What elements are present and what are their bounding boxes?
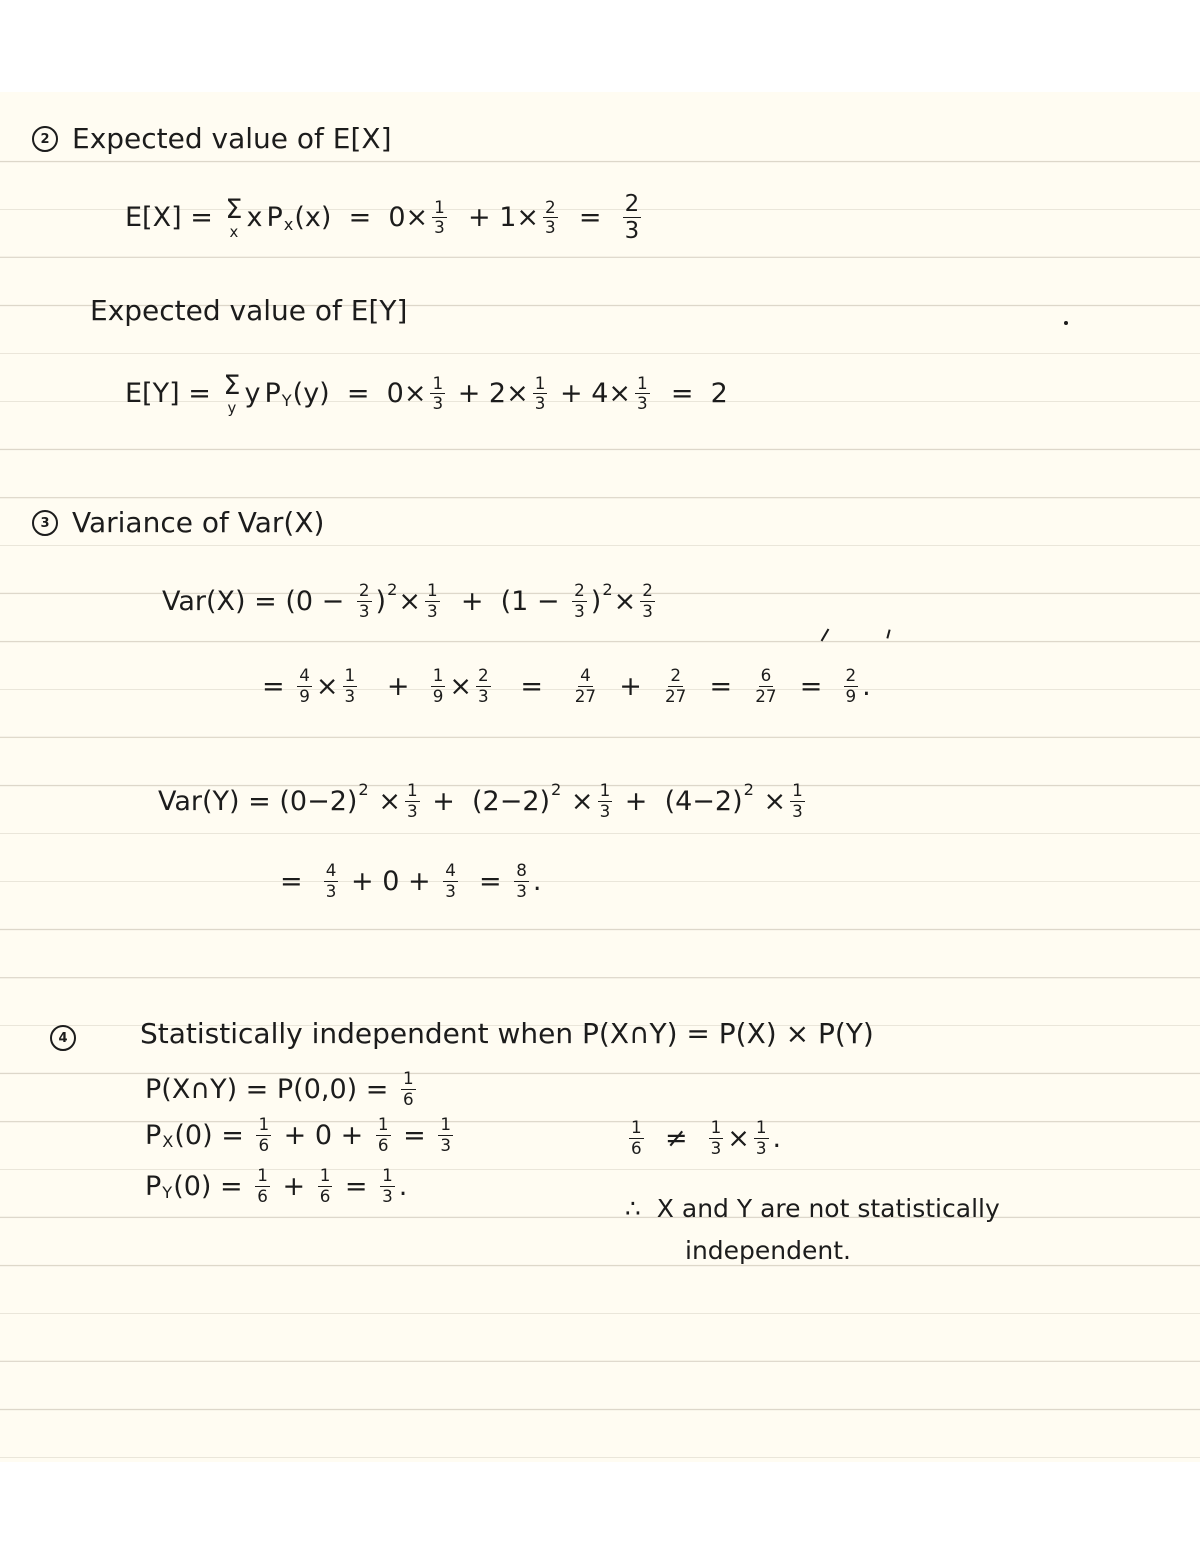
denominator: 6: [258, 1134, 270, 1155]
sum-operator: Σ y: [223, 370, 241, 417]
fraction: [598, 782, 613, 820]
denominator: 3: [382, 1185, 393, 1206]
numerator: 1: [755, 1117, 767, 1137]
ey-equation: E[Y] = Σ y y P Y (y) = 0× $\frac{1}{3}$ + 2× $\frac{1}{3}$ + 4× $\frac{1}{3}$ = 2: [125, 370, 728, 417]
stray-dot: [1064, 321, 1068, 325]
marginal-py: P Y (0) = $\frac{1}{6}$ + $\frac{1}{6}$ = $\frac{1}{3}$ .: [145, 1165, 408, 1206]
denominator: 6: [631, 1137, 642, 1158]
numerator: 1: [258, 1114, 270, 1134]
conclusion-line-1: ∴ X and Y are not statistically: [625, 1194, 1000, 1223]
numerator: 1: [534, 372, 546, 393]
varx-simplification: = $\frac{4}{9}$ × $\frac{1}{3}$ + $\frac{1}{9}$ × $\frac{2}{3}$ = $\frac{4}{27}$ + $\frac{2}{27}$ = $\frac{6}{27}$ = $\frac{2}{9}$ .: [262, 665, 871, 706]
fraction: [357, 582, 372, 620]
denominator: 3: [599, 800, 611, 821]
numerator: 1: [382, 1165, 393, 1185]
ey-heading: Expected value of E[Y]: [90, 294, 408, 327]
joint-probability: P(X∩Y) = P(0,0) = $\frac{1}{6}$: [145, 1068, 414, 1109]
numerator: 4: [580, 665, 591, 685]
fraction: [844, 667, 859, 705]
fraction: [514, 862, 529, 900]
denominator: 3: [792, 800, 803, 821]
numerator: 1: [402, 1068, 414, 1088]
fraction: [380, 1167, 395, 1205]
denominator: 9: [299, 685, 310, 706]
denominator: 3: [710, 1137, 722, 1158]
fraction: [573, 667, 598, 705]
numerator: 2: [845, 665, 857, 685]
numerator: 1: [432, 372, 444, 393]
numerator: 4: [325, 860, 337, 880]
result-fraction: [623, 192, 642, 243]
denominator: 6: [319, 1185, 331, 1206]
denominator: 3: [642, 600, 653, 621]
pen-stroke: [886, 629, 890, 638]
fraction: [790, 782, 805, 820]
numerator: 1: [440, 1114, 451, 1134]
pen-stroke: [821, 628, 830, 641]
denominator: 3: [477, 685, 489, 706]
fraction: [324, 862, 339, 900]
marginal-px: P X (0) = $\frac{1}{6}$ + 0 + $\frac{1}{6}$ = $\frac{1}{3}$: [145, 1114, 451, 1155]
heading-text: Expected value of E[X]: [72, 122, 392, 155]
sum-operator: Σ x: [225, 193, 243, 241]
numerator: 1: [434, 196, 445, 217]
denominator: 3: [445, 880, 456, 901]
vary-simplification: = $\frac{4}{3}$ + 0 + $\frac{4}{3}$ = $\frac{8}{3}$ .: [280, 860, 542, 901]
numerator: 2: [545, 196, 556, 217]
numerator: 1: [319, 1165, 331, 1185]
vary-equation: Var(Y) = (0−2) 2 × $\frac{1}{3}$ + (2−2) 2 × $\frac{1}{3}$ + (4−2) 2 × $\frac{1}{3}$: [158, 779, 803, 821]
fraction: [343, 667, 358, 705]
numerator: 2: [624, 191, 640, 217]
denominator: 3: [406, 800, 418, 821]
denominator: 6: [402, 1088, 414, 1109]
numerator: 1: [792, 780, 803, 800]
fraction: [431, 667, 446, 705]
fraction: [430, 372, 445, 414]
fraction: [405, 782, 420, 820]
ex-equation: E[X] = Σ x x P x (x) = 0× $\frac{1}{3}$ + 1× $\frac{2}{3}$ = $\frac{2}{3}$: [125, 191, 640, 245]
fraction: [438, 1116, 453, 1154]
denominator: 6: [377, 1134, 389, 1155]
denominator: 3: [516, 880, 527, 901]
fraction: [401, 1070, 416, 1108]
numerator: 6: [760, 665, 772, 685]
fraction: [318, 1167, 333, 1205]
fraction: [629, 1119, 644, 1157]
fraction: [640, 582, 655, 620]
fraction: [635, 372, 650, 414]
denominator: 27: [574, 685, 597, 706]
section-3-marker: 3: [32, 510, 58, 536]
numerator: 1: [257, 1165, 268, 1185]
denominator: 3: [432, 393, 444, 414]
numerator: 1: [377, 1114, 389, 1134]
numerator: 1: [406, 780, 418, 800]
inequality: $\frac{1}{6}$ ≠ $\frac{1}{3}$ × $\frac{1}{3}$ .: [631, 1117, 782, 1158]
fraction: [753, 667, 778, 705]
denominator: 27: [755, 685, 777, 706]
fraction: [425, 582, 440, 620]
numerator: 1: [637, 372, 648, 393]
conclusion-line-2: independent.: [685, 1236, 851, 1265]
denominator: 3: [358, 600, 370, 621]
fraction: [543, 196, 558, 238]
fraction: [709, 1119, 724, 1157]
numerator: 2: [670, 665, 681, 685]
notebook-page: [0, 92, 1200, 1462]
fraction: [256, 1116, 271, 1154]
denominator: 3: [534, 393, 546, 414]
fraction: [476, 667, 491, 705]
fraction: [754, 1119, 769, 1157]
denominator: 6: [257, 1185, 268, 1206]
section-4-marker: 4: [50, 1025, 76, 1051]
denominator: 3: [755, 1137, 767, 1158]
section-4-marker-wrap: [50, 1025, 90, 1051]
numerator: 1: [344, 665, 356, 685]
fraction: [376, 1116, 391, 1154]
denominator: 3: [325, 880, 337, 901]
numerator: 2: [477, 665, 489, 685]
independence-statement: Statistically independent when P(X∩Y) = P(X) × P(Y): [140, 1017, 874, 1050]
numerator: 2: [358, 580, 370, 600]
denominator: 3: [440, 1134, 451, 1155]
denominator: 3: [637, 393, 648, 414]
denominator: 3: [574, 600, 585, 621]
numerator: 8: [516, 860, 527, 880]
denominator: 9: [845, 685, 857, 706]
fraction: [255, 1167, 270, 1205]
denominator: 27: [665, 685, 687, 706]
section-2-heading: [32, 122, 392, 155]
numerator: 1: [427, 580, 438, 600]
heading-text: Variance of Var(X): [72, 506, 325, 539]
numerator: 4: [299, 665, 310, 685]
numerator: 1: [599, 780, 611, 800]
denominator: 3: [344, 685, 356, 706]
fraction: [297, 667, 312, 705]
numerator: 2: [574, 580, 585, 600]
fraction: [533, 372, 548, 414]
varx-equation: Var(X) = (0 − $\frac{2}{3}$ ) 2 × $\frac{1}{3}$ + (1 − $\frac{2}{3}$ ) 2 × $\frac{2}{3}$: [162, 579, 653, 621]
numerator: 1: [432, 665, 444, 685]
numerator: 1: [631, 1117, 642, 1137]
numerator: 2: [642, 580, 653, 600]
denominator: 3: [434, 217, 445, 238]
numerator: 4: [445, 860, 456, 880]
fraction: [572, 582, 587, 620]
fraction: [443, 862, 458, 900]
fraction: [663, 667, 688, 705]
denominator: 3: [427, 600, 438, 621]
denominator: 9: [432, 685, 444, 706]
denominator: 3: [545, 217, 556, 238]
denominator: 3: [624, 218, 640, 245]
fraction: [432, 196, 447, 238]
numerator: 1: [710, 1117, 722, 1137]
section-2-marker: 2: [32, 126, 58, 152]
section-3-heading: [32, 506, 325, 539]
